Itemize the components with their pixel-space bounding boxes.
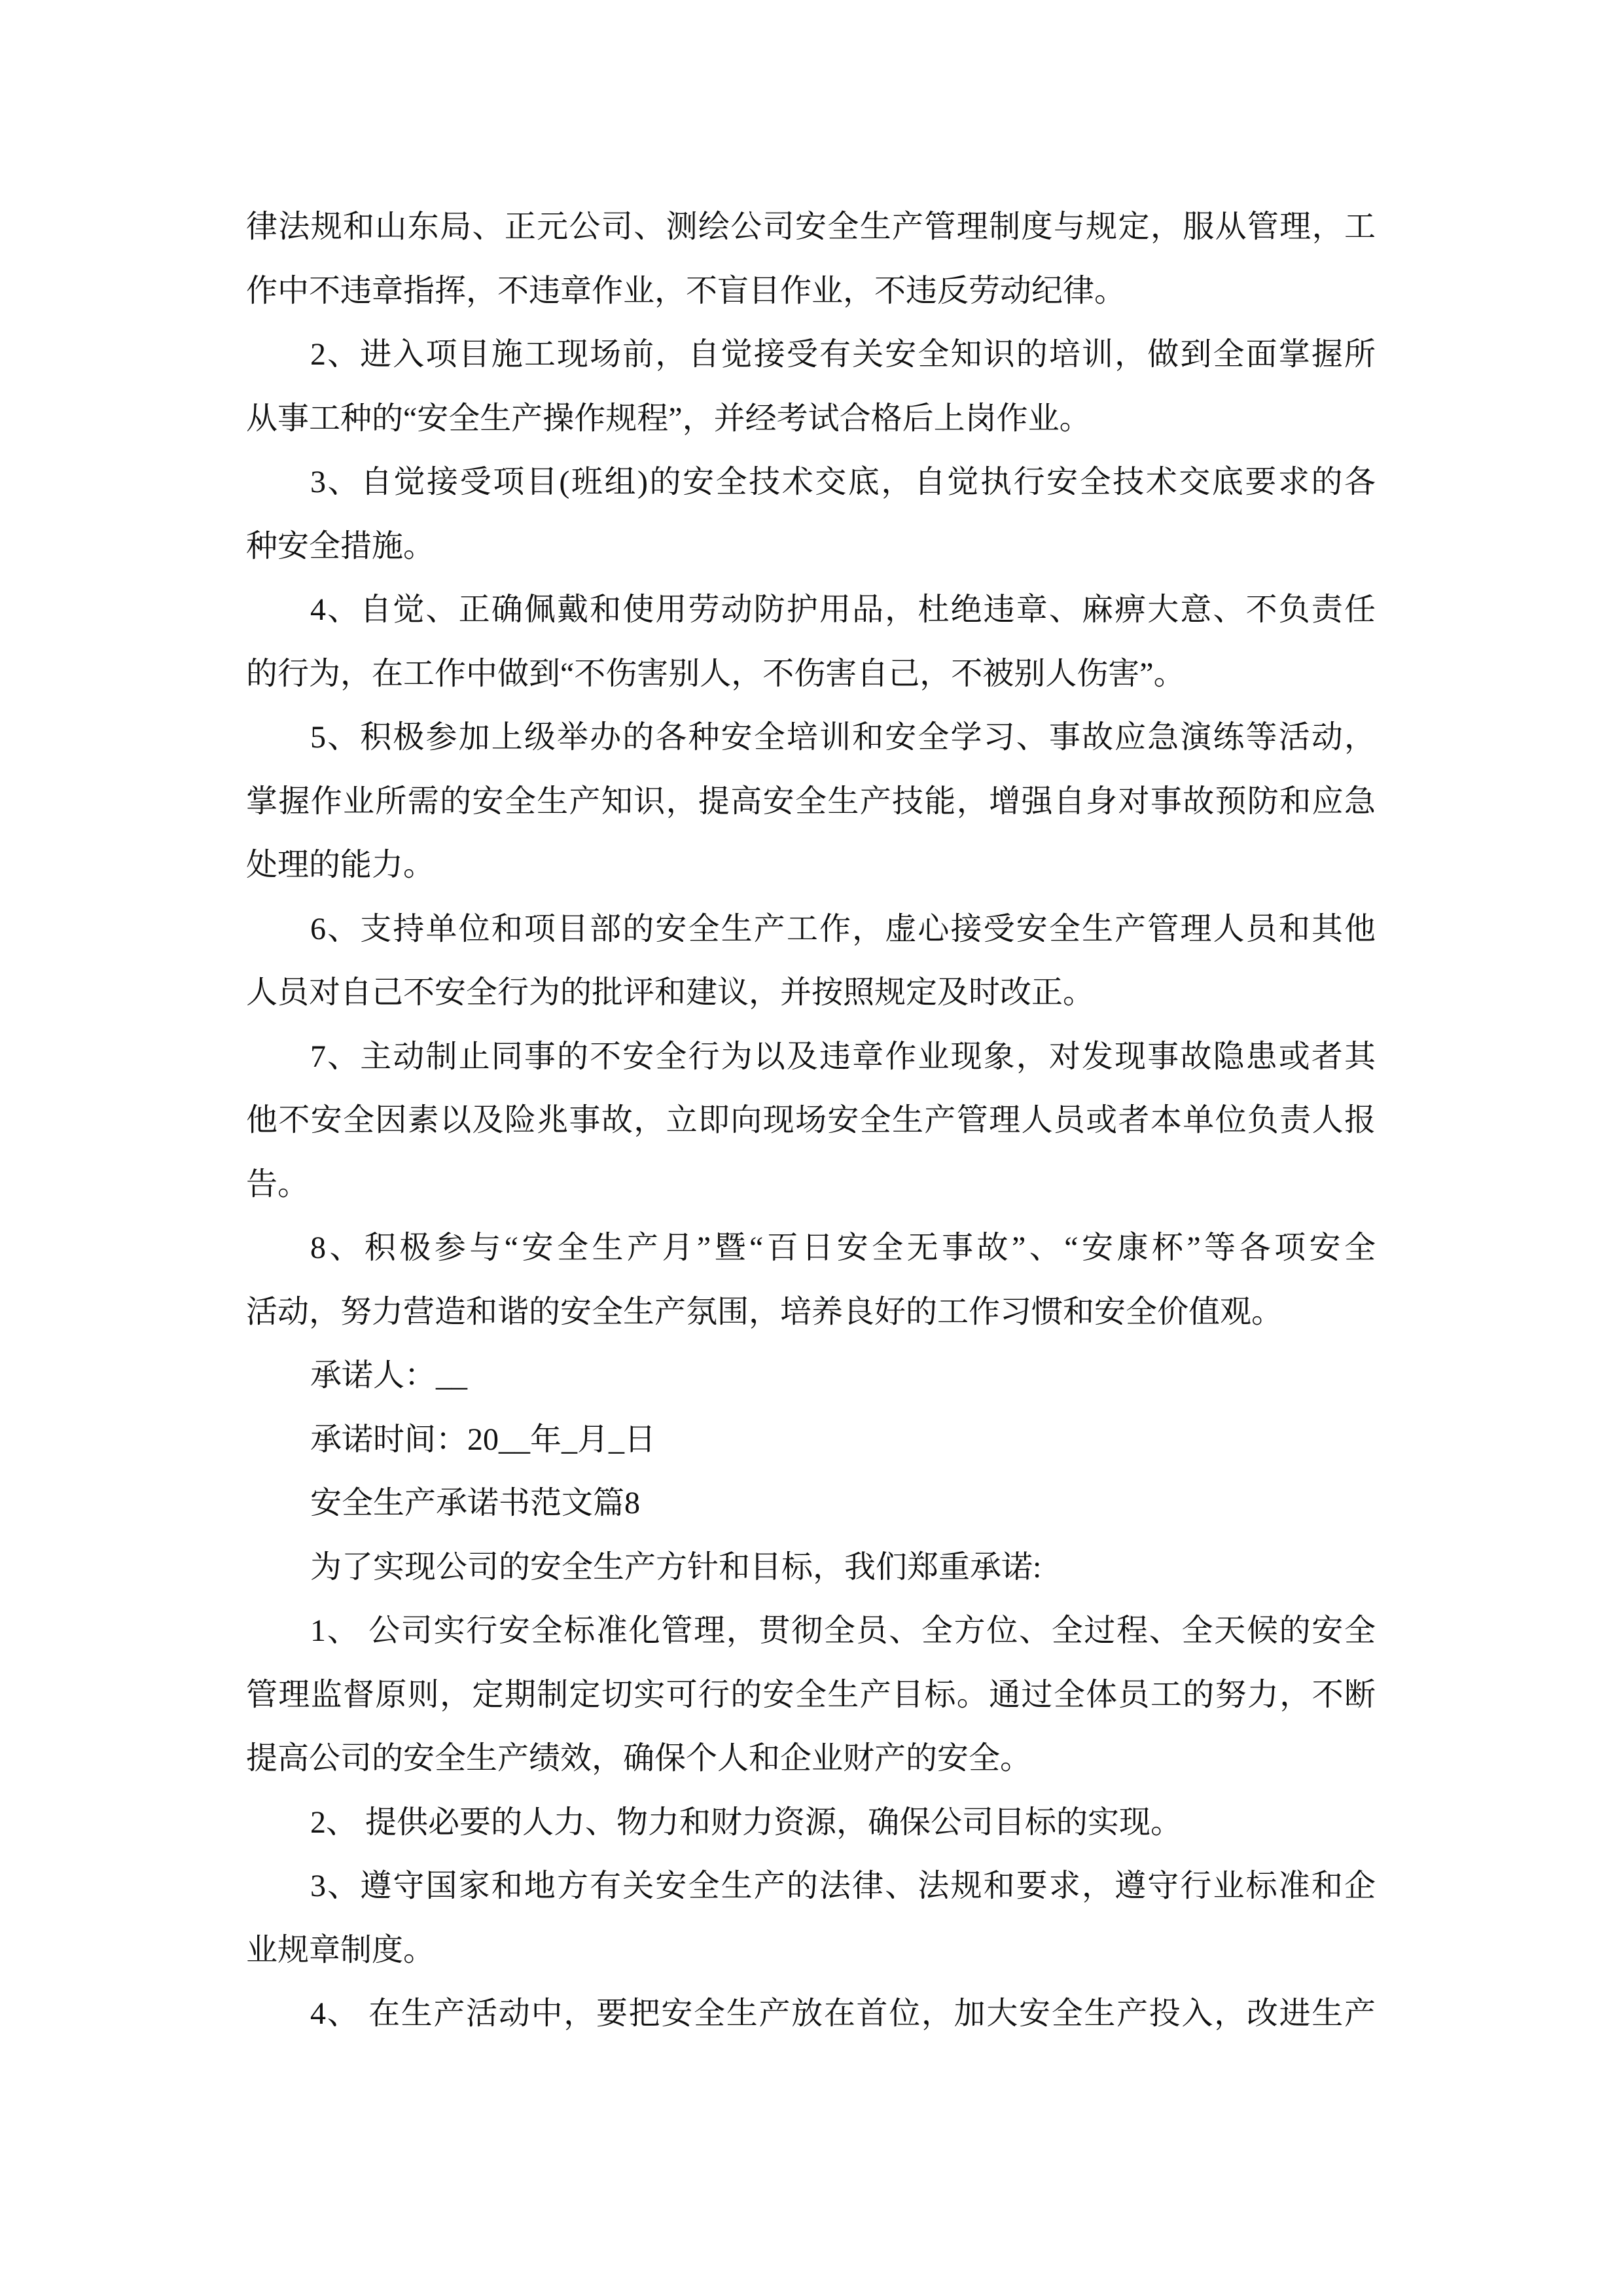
paragraph <box>246 1535 1376 1600</box>
paragraph <box>246 1408 1376 1472</box>
text-line: 他不安全因素以及险兆事故，立即向现场安全生产管理人员或者本单位负责人报 <box>246 1103 1376 1138</box>
text-line: 4、自觉、正确佩戴和使用劳动防护用品，杜绝违章、麻痹大意、不负责任 <box>310 592 1376 627</box>
text-line: 2、进入项目施工现场前，自觉接受有关安全知识的培训，做到全面掌握所 <box>310 337 1376 372</box>
paragraph <box>246 1025 1376 1217</box>
text-line: 提高公司的安全生产绩效，确保个人和企业财产的安全。 <box>246 1741 1032 1776</box>
text-line: 人员对自己不安全行为的批评和建议，并按照规定及时改正。 <box>246 975 1095 1010</box>
text-line: 从事工种的“安全生产操作规程”，并经考试合格后上岗作业。 <box>246 401 1091 436</box>
text-line: 掌握作业所需的安全生产知识，提高安全生产技能，增强自身对事故预防和应急 <box>246 783 1376 819</box>
text-line: 8、积极参与“安全生产月”暨“百日安全无事故”、“安康杯”等各项安全 <box>310 1230 1376 1265</box>
paragraph <box>246 1599 1376 1791</box>
paragraph <box>246 1344 1376 1408</box>
text-line: 为了实现公司的安全生产方针和目标，我们郑重承诺: <box>310 1549 1042 1585</box>
text-line: 管理监督原则，定期制定切实可行的安全生产目标。通过全体员工的努力，不断 <box>246 1677 1376 1712</box>
paragraph <box>246 578 1376 706</box>
text-line: 承诺时间：20__年_月_日 <box>310 1422 656 1457</box>
paragraph <box>246 1982 1376 2046</box>
text-line: 承诺人：__ <box>310 1358 468 1393</box>
paragraph <box>246 450 1376 578</box>
paragraph <box>246 1791 1376 1855</box>
text-line: 4、 在生产活动中，要把安全生产放在首位，加大安全生产投入，改进生产 <box>310 1996 1376 2031</box>
text-line: 3、自觉接受项目(班组)的安全技术交底，自觉执行安全技术交底要求的各 <box>310 465 1376 499</box>
paragraph <box>246 1471 1376 1535</box>
text-line: 的行为，在工作中做到“不伤害别人，不伤害自己，不被别人伤害”。 <box>246 656 1185 691</box>
text-line: 告。 <box>246 1166 310 1202</box>
text-line: 7、主动制止同事的不安全行为以及违章作业现象，对发现事故隐患或者其 <box>310 1039 1376 1074</box>
paragraph <box>246 706 1376 897</box>
text-line: 律法规和山东局、正元公司、测绘公司安全生产管理制度与规定，服从管理，工 <box>246 209 1376 244</box>
text-line: 5、积极参加上级举办的各种安全培训和安全学习、事故应急演练等活动， <box>310 720 1376 755</box>
text-line: 安全生产承诺书范文篇8 <box>310 1486 641 1520</box>
text-line: 3、遵守国家和地方有关安全生产的法律、法规和要求，遵守行业标准和企 <box>310 1869 1376 1903</box>
text-line: 活动，努力营造和谐的安全生产氛围，培养良好的工作习惯和安全价值观。 <box>246 1294 1283 1329</box>
paragraph <box>246 1854 1376 1982</box>
paragraph <box>246 897 1376 1025</box>
text-line: 2、 提供必要的人力、物力和财力资源，确保公司目标的实现。 <box>310 1804 1183 1840</box>
paragraph <box>246 195 1376 323</box>
document-body <box>246 195 1376 2046</box>
text-line: 处理的能力。 <box>246 848 435 882</box>
text-line: 6、支持单位和项目部的安全生产工作，虚心接受安全生产管理人员和其他 <box>310 911 1376 946</box>
paragraph <box>246 1216 1376 1344</box>
text-line: 1、 公司实行安全标准化管理，贯彻全员、全方位、全过程、全天候的安全 <box>310 1613 1376 1648</box>
paragraph <box>246 323 1376 450</box>
text-line: 种安全措施。 <box>246 528 435 564</box>
text-line: 业规章制度。 <box>246 1932 435 1967</box>
text-line: 作中不违章指挥，不违章作业，不盲目作业，不违反劳动纪律。 <box>246 273 1126 308</box>
